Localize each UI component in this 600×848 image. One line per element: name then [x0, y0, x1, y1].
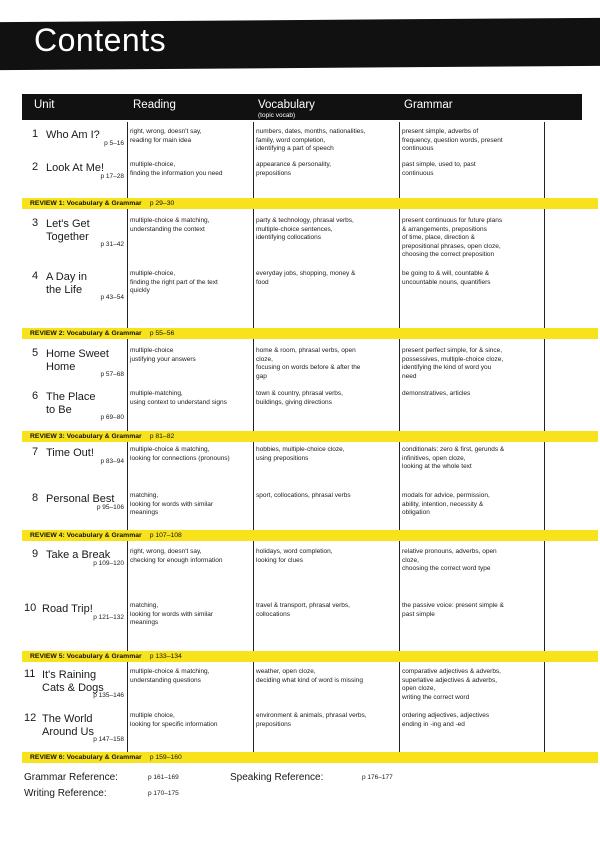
vocabulary-line: looking for clues [256, 556, 303, 564]
review-banner [22, 431, 598, 442]
unit-number: 7 [32, 446, 39, 458]
reading-line: multiple-choice, [130, 161, 176, 168]
review-pages: p 107–108 [149, 532, 182, 539]
unit-pages: p 17–28 [100, 173, 124, 180]
header-grammar: Grammar [404, 99, 453, 111]
grammar-line: continuous [402, 145, 434, 153]
unit-pages: p 135–146 [93, 692, 124, 699]
unit-title: Home [46, 361, 76, 373]
unit-title: Together [46, 231, 89, 243]
vocabulary-line: focusing on words before & after the [256, 364, 361, 372]
grammar-line: continuous [402, 169, 434, 177]
vocabulary-line: travel & transport, phrasal verbs, [256, 602, 350, 609]
reading-line: right, wrong, doesn't say, [130, 128, 202, 135]
writing-reference: Writing Reference: p 170–175 [24, 788, 179, 799]
unit-title: Take a Break [46, 549, 111, 561]
grammar-line: obligation [402, 509, 430, 517]
grammar-line: identifying the kind of word you [402, 364, 492, 372]
header-vocabulary-sub: (topic vocab) [258, 112, 296, 119]
review-pages: p 159–160 [149, 754, 182, 761]
vocabulary-line: home & room, phrasal verbs, open [256, 347, 356, 354]
grammar-line: looking at the whole text [402, 463, 472, 471]
review-pages: p 29–30 [149, 200, 175, 207]
vocabulary-line: buildings, giving directions [256, 398, 332, 406]
unit-title: Personal Best [46, 493, 115, 505]
unit-title: the Life [46, 284, 83, 296]
reading-line: matching, [130, 602, 159, 609]
review-banner [22, 651, 598, 662]
review-pages: p 133–134 [149, 653, 182, 660]
reading-line: multiple-choice [130, 347, 174, 354]
vocabulary-line: identifying collocations [256, 234, 322, 242]
unit-number: 8 [32, 492, 39, 504]
unit-pages: p 121–132 [93, 614, 124, 621]
unit-pages: p 43–54 [100, 294, 124, 301]
grammar-line: infinitives, open cloze, [402, 454, 466, 462]
unit-number: 9 [32, 548, 39, 560]
unit-number: 2 [32, 161, 39, 173]
vocabulary-line: appearance & personality, [256, 161, 332, 168]
unit-pages: p 57–68 [100, 371, 124, 378]
vocabulary-line: prepositions [256, 169, 292, 177]
reading-line: quickly [130, 287, 150, 295]
grammar-line: open cloze, [402, 685, 436, 693]
reading-line: multiple-choice & matching, [130, 668, 210, 675]
unit-title: The World [42, 713, 93, 725]
unit-number: 5 [32, 347, 39, 359]
reading-line: looking for words with similar [130, 500, 214, 508]
grammar-line: prepositional phrases, open cloze, [402, 242, 501, 250]
reading-line: matching, [130, 492, 159, 499]
grammar-line: the passive voice: present simple & [402, 602, 504, 609]
reading-line: looking for specific information [130, 720, 218, 728]
reading-line: finding the information you need [130, 169, 223, 177]
vocabulary-line: environment & animals, phrasal verbs, [256, 712, 367, 719]
vocabulary-line: everyday jobs, shopping, money & [256, 270, 356, 277]
unit-title: The Place [46, 391, 96, 403]
grammar-reference: Grammar Reference: p 161–169 [24, 772, 179, 783]
unit-number: 11 [24, 668, 36, 680]
unit-title: Cats & Dogs [42, 682, 104, 694]
grammar-line: conditionals: zero & first, gerunds & [402, 446, 505, 453]
vocabulary-line: prepositions [256, 720, 292, 728]
grammar-line: superlative adjectives & adverbs, [402, 676, 498, 684]
page-title: Contents [34, 22, 167, 58]
unit-pages: p 5–16 [104, 140, 124, 147]
reading-line: using context to understand signs [130, 398, 227, 406]
grammar-line: writing the correct word [402, 693, 470, 701]
unit-number: 6 [32, 390, 39, 402]
header-reading: Reading [133, 99, 176, 111]
grammar-line: cloze, [402, 556, 419, 564]
reading-line: checking for enough information [130, 556, 223, 564]
reading-line: multiple-choice, [130, 270, 176, 277]
review-label: REVIEW 1: Vocabulary & Grammar [30, 200, 142, 207]
grammar-line: choosing the correct preposition [402, 251, 495, 259]
vocabulary-line: town & country, phrasal verbs, [256, 390, 343, 397]
vocabulary-line: deciding what kind of word is missing [256, 676, 363, 684]
grammar-line: frequency, question words, present [402, 136, 503, 144]
vocabulary-line: cloze, [256, 355, 273, 363]
grammar-line: ending in -ing and -ed [402, 720, 465, 728]
unit-title: to Be [46, 404, 72, 416]
grammar-line: ordering adjectives, adjectives [402, 712, 490, 719]
reading-line: right, wrong, doesn't say, [130, 548, 202, 555]
vocabulary-line: multiple-choice sentences, [256, 225, 333, 233]
grammar-line: comparative adjectives & adverbs, [402, 668, 501, 675]
vocabulary-line: gap [256, 372, 267, 380]
unit-pages: p 83–94 [100, 458, 124, 465]
unit-number: 3 [32, 217, 39, 229]
vocabulary-line: family, word completion, [256, 136, 326, 144]
grammar-line: present continuous for future plans [402, 217, 503, 224]
reading-line: reading for main idea [130, 136, 192, 144]
vocabulary-line: party & technology, phrasal verbs, [256, 217, 354, 224]
review-banner [22, 198, 598, 209]
grammar-line: relative pronouns, adverbs, open [402, 548, 497, 555]
unit-title: Road Trip! [42, 603, 93, 615]
unit-pages: p 95–106 [96, 504, 124, 511]
unit-title: Look At Me! [46, 162, 105, 174]
reading-line: looking for words with similar [130, 610, 214, 618]
speaking-reference: Speaking Reference: p 176–177 [230, 772, 393, 783]
reading-line: multiple-choice & matching, [130, 446, 210, 453]
unit-pages: p 109–120 [93, 560, 124, 567]
vocabulary-line: weather, open cloze, [256, 668, 316, 675]
grammar-line: uncountable nouns, quantifiers [402, 278, 491, 286]
vocabulary-line: holidays, word completion, [256, 548, 333, 555]
reading-line: understanding questions [130, 676, 201, 684]
unit-number: 10 [24, 602, 37, 614]
vocabulary-line: hobbies, multiple-choice cloze, [256, 446, 345, 453]
review-banner [22, 328, 598, 339]
grammar-line: past simple, used to, past [402, 161, 476, 168]
grammar-line: choosing the correct word type [402, 565, 491, 573]
vocabulary-line: identifying a part of speech [256, 145, 334, 153]
grammar-line: possessives, multiple-choice cloze, [402, 355, 504, 363]
grammar-line: present simple, adverbs of [402, 128, 479, 135]
grammar-line: need [402, 372, 417, 380]
review-banner [22, 530, 598, 541]
review-pages: p 55–56 [149, 330, 175, 337]
vocabulary-line: sport, collocations, phrasal verbs [256, 492, 351, 499]
reading-line: meanings [130, 509, 159, 517]
reading-line: multiple choice, [130, 712, 175, 719]
review-label: REVIEW 3: Vocabulary & Grammar [30, 433, 142, 440]
grammar-line: demonstratives, articles [402, 390, 471, 397]
reading-line: understanding the context [130, 225, 205, 233]
reading-line: multiple-matching, [130, 390, 183, 397]
vocabulary-line: using prepositions [256, 454, 309, 462]
reading-line: finding the right part of the text [130, 278, 218, 286]
review-label: REVIEW 2: Vocabulary & Grammar [30, 330, 142, 337]
unit-title: A Day in [46, 271, 87, 283]
vocabulary-line: collocations [256, 610, 290, 618]
header-vocabulary: Vocabulary [258, 99, 315, 111]
review-banner [22, 752, 598, 763]
vocabulary-line: food [256, 278, 269, 286]
review-label: REVIEW 6: Vocabulary & Grammar [30, 754, 142, 761]
review-label: REVIEW 4: Vocabulary & Grammar [30, 532, 142, 539]
unit-number: 12 [24, 712, 37, 724]
unit-title: Who Am I? [46, 129, 100, 141]
grammar-line: ability, intention, necessity & [402, 500, 484, 508]
grammar-line: past simple [402, 610, 435, 618]
reading-line: multiple-choice & matching, [130, 217, 210, 224]
reading-line: meanings [130, 619, 159, 627]
review-pages: p 81–82 [149, 433, 175, 440]
unit-pages: p 147–158 [93, 736, 124, 743]
grammar-line: be going to & will, countable & [402, 270, 490, 277]
grammar-line: present perfect simple, for & since, [402, 347, 503, 354]
vocabulary-line: numbers, dates, months, nationalities, [256, 128, 366, 135]
unit-pages: p 69–80 [100, 414, 124, 421]
unit-title: It's Raining [42, 669, 97, 681]
unit-title: Time Out! [46, 447, 94, 459]
grammar-line: modals for advice, permission, [402, 492, 490, 499]
grammar-line: & arrangements, prepositions [402, 225, 487, 233]
grammar-line: of time, place, direction & [402, 234, 475, 242]
unit-number: 4 [32, 270, 39, 282]
unit-title: Home Sweet [46, 348, 109, 360]
unit-pages: p 31–42 [100, 241, 124, 248]
header-unit: Unit [34, 99, 55, 111]
reading-line: looking for connections (pronouns) [130, 454, 230, 462]
review-label: REVIEW 5: Vocabulary & Grammar [30, 653, 142, 660]
reading-line: justifying your answers [130, 355, 196, 363]
unit-title: Let's Get [46, 218, 90, 230]
unit-title: Around Us [42, 726, 94, 738]
unit-number: 1 [32, 128, 39, 140]
